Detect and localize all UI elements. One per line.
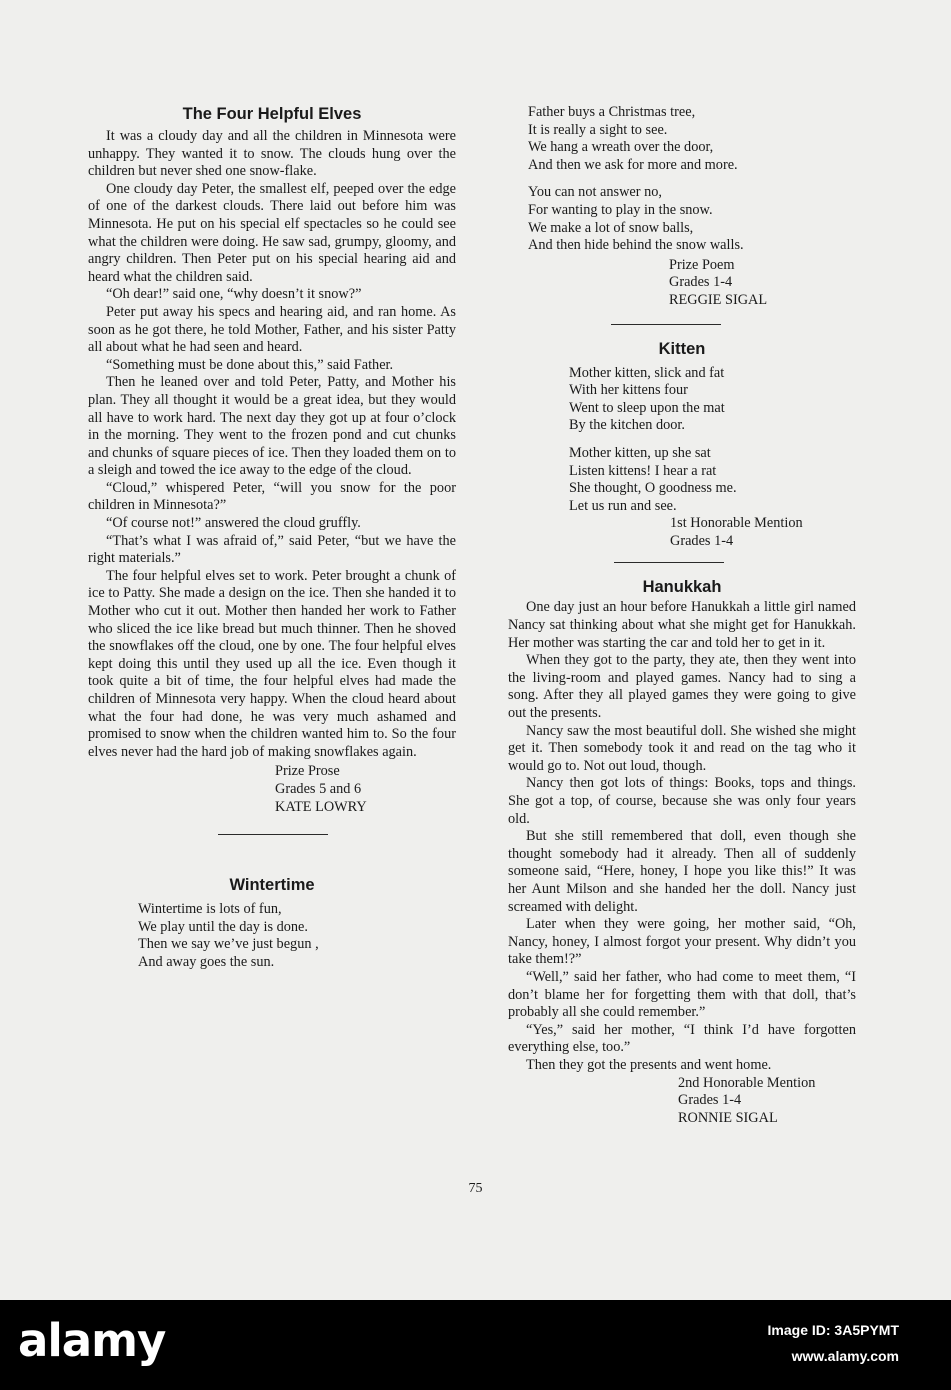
credit-line: 1st Honorable Mention xyxy=(670,515,803,532)
poem-line: And then we ask for more and more. xyxy=(528,156,738,173)
poem-line: Wintertime is lots of fun, xyxy=(138,901,282,918)
credit-line: KATE LOWRY xyxy=(275,798,367,815)
page-number: 75 xyxy=(468,1181,483,1196)
paragraph: “Cloud,” whispered Peter, “will you snow for the poor children in Minnesota?” xyxy=(88,479,456,514)
poem-line: Then we say we’ve just begun , xyxy=(138,936,319,953)
poem-line: Went to sleep upon the mat xyxy=(569,399,725,416)
poem-line: And away goes the sun. xyxy=(138,953,275,970)
credit-line: Prize Poem xyxy=(669,256,735,273)
poem-line: And then hide behind the snow walls. xyxy=(528,237,744,254)
paragraph: It was a cloudy day and all the children in Minnesota were unhappy. They wanted it to snow. The clouds hung over the children but never shed one snow-flake. xyxy=(88,128,456,180)
poem-title-kitten: Kitten xyxy=(658,339,706,358)
paragraph: Nancy then got lots of things: Books, tops and things. She got a top, of course, because she was only four years old. xyxy=(508,775,856,827)
paragraph: But she still remembered that doll, even though she thought somebody had it already. Then all of suddenly someone said, “Here, honey, I hope you like this!” It was her Aunt Milson and she handed her the doll. Nancy just screamed with delight. xyxy=(508,828,856,915)
credit-kitten xyxy=(670,515,856,550)
paragraph: “Well,” said her father, who had come to meet them, “I don’t blame her for forgetting them with that doll, that’s probably all she could remember.” xyxy=(508,968,856,1021)
paragraph: Then they got the presents and went home. xyxy=(526,1056,772,1073)
poem-body-kitten xyxy=(569,365,856,516)
alamy-logo: alamy xyxy=(18,1314,166,1367)
credit-hanukkah xyxy=(678,1075,856,1128)
stanza xyxy=(569,445,856,515)
poem-line: You can not answer no, xyxy=(528,184,662,201)
paragraph: “Oh dear!” said one, “why doesn’t it snow?” xyxy=(106,286,362,303)
poem-line: It is really a sight to see. xyxy=(528,121,668,138)
paragraph: Nancy saw the most beautiful doll. She wished she might get it. Then somebody took it and read on the tag who it would go to. Not out loud, though. xyxy=(508,722,856,774)
poem-line: Listen kittens! I hear a rat xyxy=(569,462,717,479)
credit-line: REGGIE SIGAL xyxy=(669,291,768,308)
poem-body-wintertime-part1 xyxy=(138,901,456,971)
poem-title-wintertime: Wintertime xyxy=(229,876,315,895)
poem-line: We play until the day is done. xyxy=(138,918,308,935)
credit-line: Grades 1-4 xyxy=(670,532,734,549)
watermark-banner xyxy=(0,1300,951,1390)
poem-line: By the kitchen door. xyxy=(569,417,685,434)
credit-line: Grades 5 and 6 xyxy=(275,780,362,797)
paragraph: Peter put away his specs and hearing aid, and ran home. As soon as he got there, he told Mother, Father, and his sister Patty all about what he had seen and heard. xyxy=(88,303,456,356)
stanza xyxy=(569,365,856,435)
poem-line: She thought, O goodness me. xyxy=(569,480,737,497)
paragraph: “That’s what I was afraid of,” said Peter, “but we have the right materials.” xyxy=(88,532,456,567)
section-divider xyxy=(614,562,724,563)
paragraph: “Yes,” said her mother, “I think I’d have forgotten everything else, too.” xyxy=(508,1021,856,1056)
paragraph: One day just an hour before Hanukkah a little girl named Nancy sat thinking about what she might get for Hanukkah. Her mother was starting the car and told her to get in it. xyxy=(508,599,856,651)
stanza xyxy=(138,901,456,971)
credit-line: Grades 1-4 xyxy=(669,274,733,291)
paragraph: The four helpful elves set to work. Peter brought a chunk of ice to Patty. She made a design on the ice. Then she handed it to Mother who cut it out. Mother then handed her work to Father who sliced the ice like bread but much thinner. Then he shoved the snowflakes off the cloud, one by one. The four helpful elves kept doing this until they used up all the ice. Even though it took quite a bit of time, the four helpful elves had made the children of Minnesota very happy. When the cloud heard about what the four had done, he was very much ashamed and promised to snow when the children wanted him to. So the four elves never had the hard job of making snowflakes again. xyxy=(88,567,456,760)
image-id-label: Image ID: 3A5PYMT xyxy=(767,1322,899,1338)
section-divider xyxy=(611,324,721,325)
poem-line: Father buys a Christmas tree, xyxy=(528,104,696,120)
section-divider xyxy=(218,834,328,835)
credit-line: RONNIE SIGAL xyxy=(678,1109,778,1126)
credit-line: Prize Prose xyxy=(275,763,340,780)
stanza xyxy=(528,104,856,174)
paragraph: Later when they were going, her mother said, “Oh, Nancy, honey, I almost forgot your present. Why didn’t you take them!?” xyxy=(508,916,856,968)
credit-wintertime xyxy=(669,257,856,310)
story-title-four-helpful-elves: The Four Helpful Elves xyxy=(182,105,362,123)
paragraph: “Something must be done about this,” said Father. xyxy=(106,356,394,373)
paragraph: When they got to the party, they ate, then they went into the living-room and played games. Nancy had to sing a song. After they all played games they were going to give out the presents. xyxy=(508,652,856,722)
poem-line: Mother kitten, up she sat xyxy=(569,444,711,461)
story-body-four-helpful-elves xyxy=(88,128,456,761)
stanza xyxy=(528,184,856,254)
story-body-hanukkah xyxy=(508,599,856,1074)
paragraph: Then he leaned over and told Peter, Patty, and Mother his plan. They all thought it would be a great idea, but they would all have to work hard. The next day they got up at four o’clock in the morning. They went to the frozen pond and cut chunks and chunks of square pieces of ice. Then they loaded them on to a sleigh and towed the ice away to the edge of the cloud. xyxy=(88,374,456,479)
poem-line: We hang a wreath over the door, xyxy=(528,139,714,156)
right-column xyxy=(508,104,856,1127)
poem-line: We make a lot of snow balls, xyxy=(528,219,694,236)
credit-four-helpful-elves xyxy=(275,763,456,816)
credit-line: 2nd Honorable Mention xyxy=(678,1074,816,1091)
site-url: www.alamy.com xyxy=(791,1348,899,1364)
poem-body-wintertime-part2 xyxy=(528,104,856,255)
paragraph: “Of course not!” answered the cloud gruffly. xyxy=(106,515,361,532)
poem-line: Mother kitten, slick and fat xyxy=(569,364,725,381)
paragraph: One cloudy day Peter, the smallest elf, peeped over the edge of one of the darkest clouds. There laid out before him was Minnesota. He put on his special elf spectacles so he could see what the children were doing. He saw sad, grumpy, gloomy, and angry children. Then Peter put on his special hearing aid and heard what the children said. xyxy=(88,180,456,285)
story-title-hanukkah: Hanukkah xyxy=(642,578,722,597)
poem-line: Let us run and see. xyxy=(569,497,677,514)
credit-line: Grades 1-4 xyxy=(678,1092,742,1109)
poem-line: With her kittens four xyxy=(569,382,688,399)
poem-line: For wanting to play in the snow. xyxy=(528,201,713,218)
left-column xyxy=(88,104,456,982)
